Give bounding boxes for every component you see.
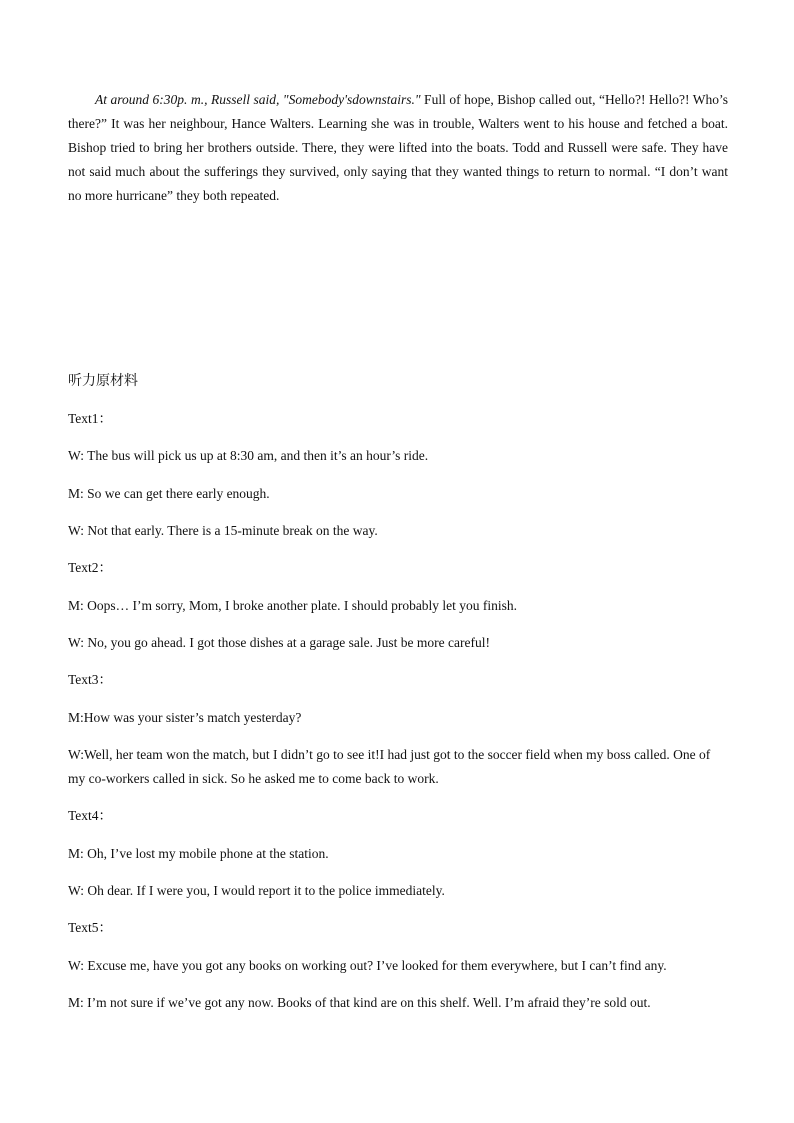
text1-label: Text1： <box>68 411 113 426</box>
dialogue-line: W: No, you go ahead. I got those dishes at a garage sale. Just be more careful! <box>68 635 490 650</box>
dialogue-line: W: Not that early. There is a 15-minute break on the way. <box>68 523 378 538</box>
dialogue-line: M: So we can get there early enough. <box>68 486 270 501</box>
section-title: 听力原材料 <box>68 373 138 389</box>
story-rest: Full of hope, Bishop called out, “Hello?! Hello?! Who’s there?” It was her neighbour, Hance Walters. Learning she was in trouble, Walters went to his house and fetched a boat. Bishop tried to bring her brothers outside. There, they were lifted into the boats. Todd and Russell were safe. They have not said much about the sufferings they survived, only saying that they wanted things to return to normal. “I don’t want no more hurricane” they both repeated. <box>68 92 728 203</box>
dialogue-line: M: Oops… I’m sorry, Mom, I broke another plate. I should probably let you finish. <box>68 598 518 613</box>
text2-label: Text2： <box>68 560 113 575</box>
text5-label: Text5： <box>68 920 113 935</box>
dialogue-line: W: Oh dear. If I were you, I would report it to the police immediately. <box>68 883 445 898</box>
story-paragraph <box>68 88 728 208</box>
dialogue-line: W: Excuse me, have you got any books on working out? I’ve looked for them everywhere, but I can’t find any. <box>68 958 667 973</box>
dialogue-line: M: Oh, I’ve lost my mobile phone at the station. <box>68 846 329 861</box>
text4-label: Text4： <box>68 808 113 823</box>
dialogue-line: M:How was your sister’s match yesterday? <box>68 710 302 725</box>
text3-label: Text3： <box>68 672 113 687</box>
dialogue-line: M: I’m not sure if we’ve got any now. Books of that kind are on this shelf. Well. I’m afraid they’re sold out. <box>68 995 651 1010</box>
story-italic-lead: At around 6:30p. m., Russell said, "Somebody'sdownstairs." <box>95 92 421 107</box>
dialogue-line: W:Well, her team won the match, but I didn’t go to see it!I had just got to the soccer field when my boss called. One of my co-workers called in sick. So he asked me to come back to work. <box>68 747 711 786</box>
dialogue-line: W: The bus will pick us up at 8:30 am, and then it’s an hour’s ride. <box>68 448 429 463</box>
